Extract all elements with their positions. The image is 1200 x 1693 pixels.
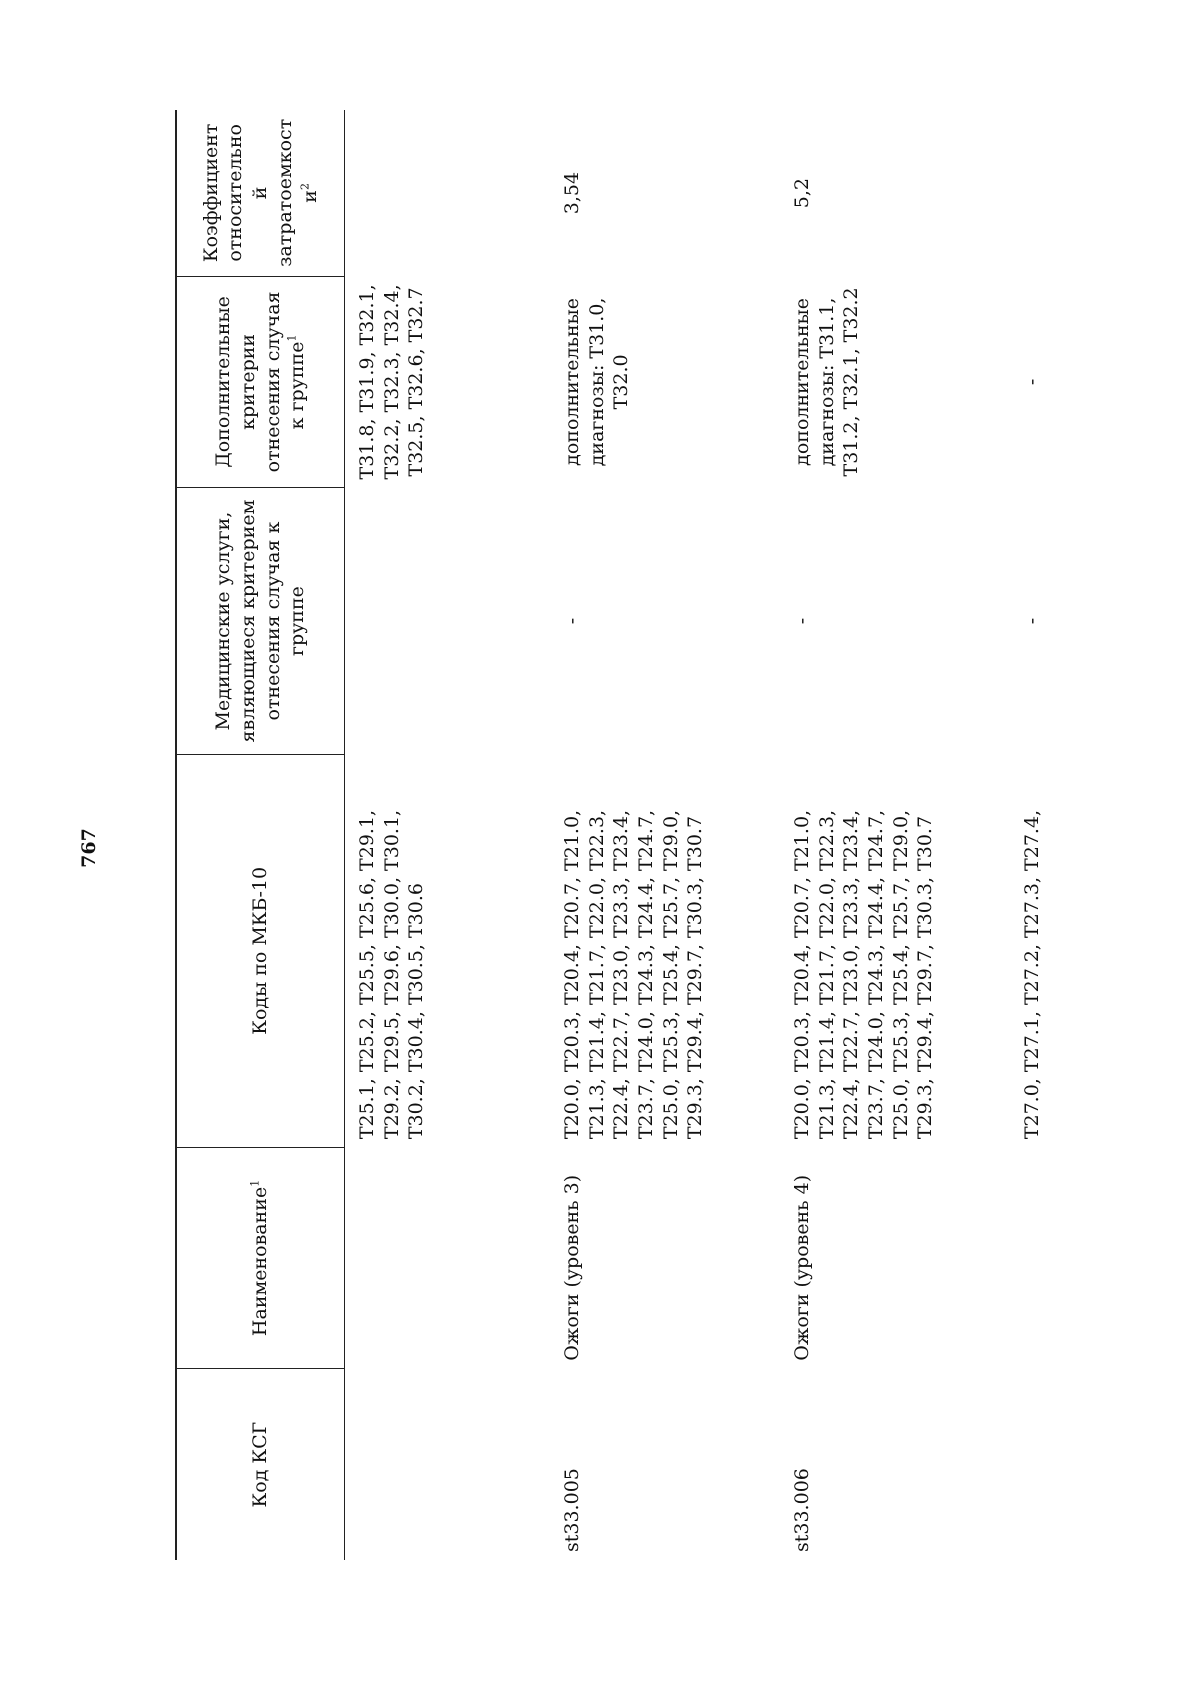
header-code: Код КСГ (176, 1369, 345, 1560)
rotated-table-container (175, 110, 1043, 1560)
cell-med (345, 488, 551, 755)
page-number: 767 (78, 828, 100, 868)
cell-mkb: T20.0, T20.3, T20.4, T20.7, T21.0, T21.3, T21.4, T21.7, T22.0, T22.3, T22.4, T22.7, T23.0, T23.3, T23.4, T23.7, T24.0, T24.3, T24.4, T24.7, T25.0, T25.3, T25.4, T25.7, T29.0, T29.3, T29.4, T29.7, T30.3, T30.7 (561, 809, 707, 1140)
table-wrapper (175, 110, 1043, 1560)
cell-med: - (1021, 617, 1043, 625)
cell-med: - (791, 617, 813, 625)
header-med: Медицинские услуги, являющиеся критерием отнесения случая к группе (176, 488, 345, 755)
cell-name: Ожоги (уровень 3) (561, 1174, 583, 1361)
cell-mkb: T27.0, T27.1, T27.2, T27.3, T27.4, (1021, 809, 1043, 1140)
table-row (1010, 110, 1055, 1560)
cell-mkb: T25.1, T25.2, T25.5, T25.6, T29.1, T29.2, T29.5, T29.6, T30.0, T30.1, T30.2, T30.4, T30.5, T30.6 (356, 809, 428, 1140)
cell-coef (1010, 110, 1055, 276)
header-mkb: Коды по МКБ-10 (176, 754, 345, 1147)
table-row (345, 110, 551, 1560)
header-add: Дополнительные критерии отнесения случая к группе$^1$ (176, 276, 345, 487)
cell-med: - (561, 617, 583, 625)
table-header-row (176, 110, 345, 1560)
table-row (780, 110, 1010, 1560)
cell-add: дополнительные диагнозы: T31.0, T32.0 (561, 297, 633, 467)
table-row (550, 110, 780, 1560)
header-coef: Коэффициент относительно й затратоемкост $и^2$ (176, 110, 345, 276)
header-name: Наименование$^1$ (176, 1147, 345, 1369)
cell-coef: 3,54 (561, 171, 583, 215)
cell-coef: 5,2 (791, 177, 813, 209)
cell-name (345, 1147, 551, 1369)
cell-code: st33.005 (561, 1468, 583, 1552)
cell-add: T31.8, T31.9, T32.1, T32.2, T32.3, T32.4, T32.5, T32.6, T32.7 (356, 284, 428, 480)
cell-name (1010, 1147, 1055, 1369)
cell-add: - (1021, 378, 1043, 386)
cell-name: Ожоги (уровень 4) (791, 1174, 813, 1361)
cell-coef (345, 110, 551, 276)
cell-code: st33.006 (791, 1468, 813, 1552)
cell-code (345, 1369, 551, 1560)
cell-code (1010, 1369, 1055, 1560)
cell-add: дополнительные диагнозы: T31.1, T31.2, T32.1, T32.2 (791, 287, 863, 477)
ksg-table (175, 110, 1055, 1560)
cell-mkb: T20.0, T20.3, T20.4, T20.7, T21.0, T21.3, T21.4, T21.7, T22.0, T22.3, T22.4, T22.7, T23.0, T23.3, T23.4, T23.7, T24.0, T24.3, T24.4, T24.7, T25.0, T25.3, T25.4, T25.7, T29.0, T29.3, T29.4, T29.7, T30.3, T30.7 (791, 809, 937, 1140)
